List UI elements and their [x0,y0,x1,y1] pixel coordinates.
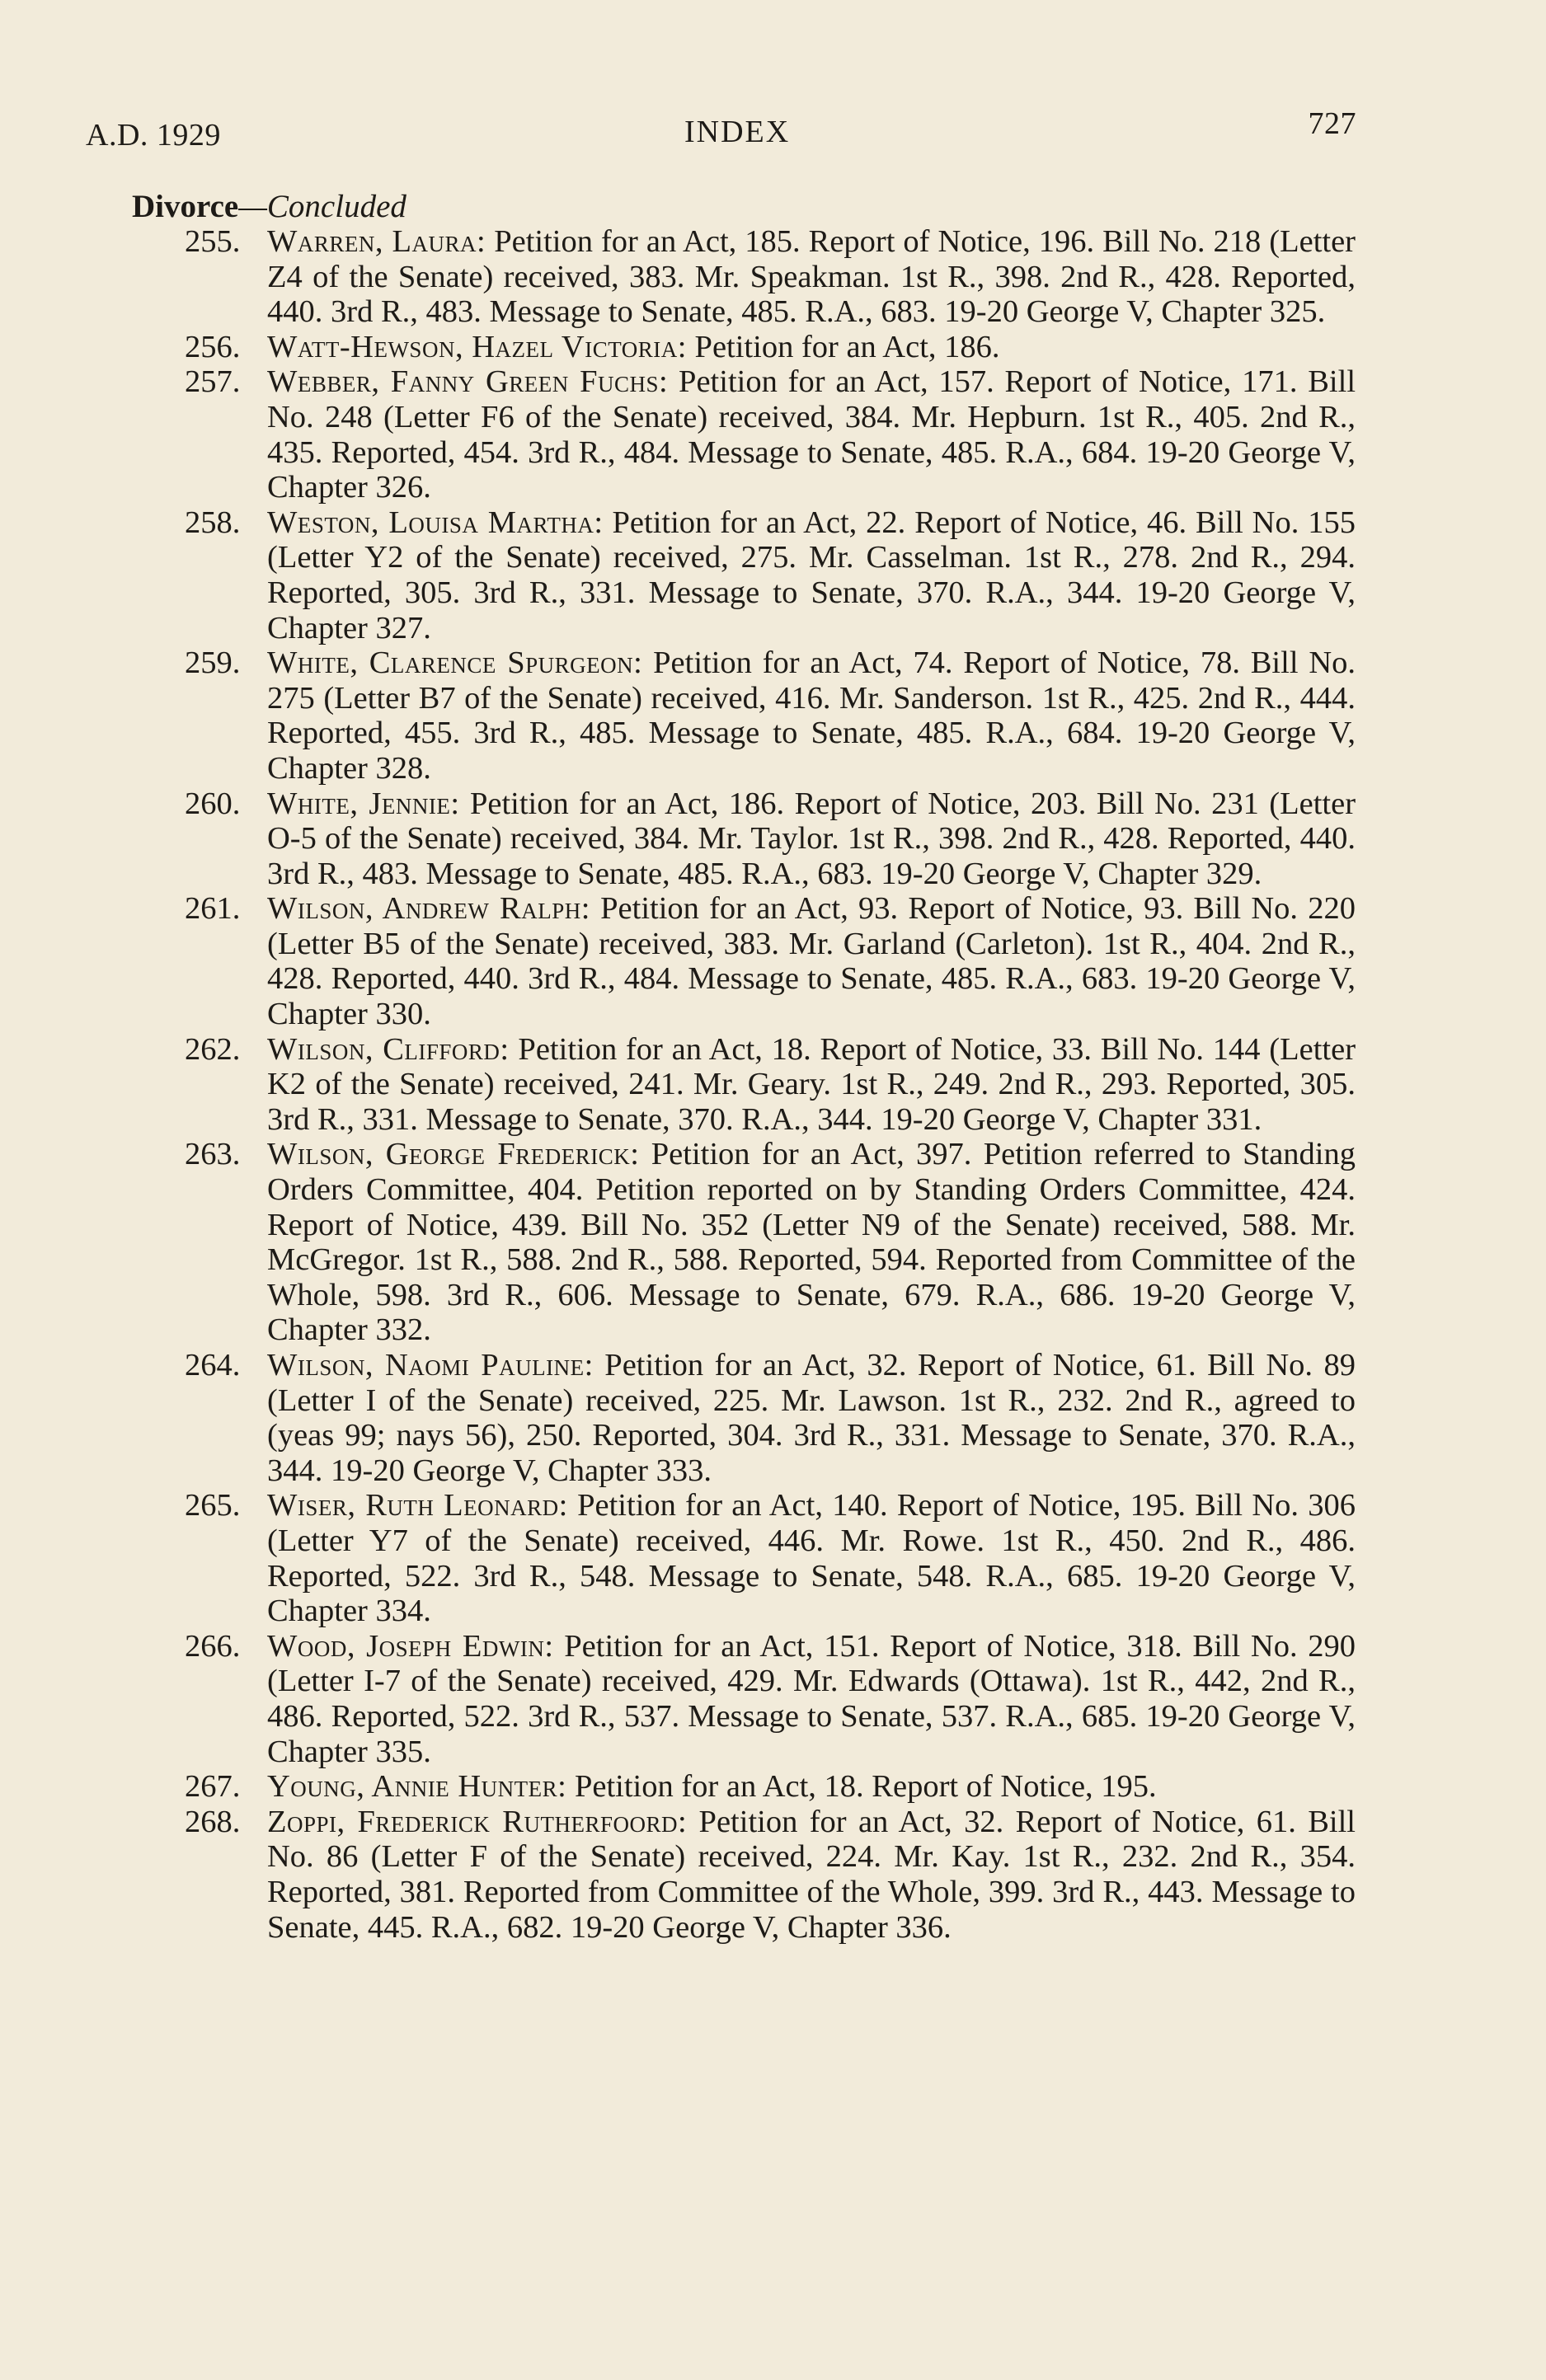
entry-number: 258. [185,505,241,540]
index-entry [185,1137,1356,1348]
entry-text: Petition for an Act, 186. [694,329,1000,364]
section-subtitle: —Concluded [238,189,406,224]
section-heading [132,188,406,225]
entry-number: 260. [185,786,241,821]
index-entry [185,1032,1356,1138]
entry-number: 268. [185,1804,241,1839]
index-entry [185,786,1356,892]
entry-number: 255. [185,224,241,259]
page-number: 727 [1308,106,1356,141]
entry-name: Wiser, Ruth Leonard: [267,1488,568,1523]
entry-name: Weston, Louisa Martha: [267,505,604,540]
entry-name: Zoppi, Frederick Rutherfoord: [267,1804,688,1839]
entry-text: Petition for an Act, 93. Report of Notice, 93. Bill No. 220 (Letter B5 of the Senate) received, 383. Mr. Garland (Carleton). 1st R., 404. 2nd R., 428. Reported, 440. 3rd R., 484. Message to Senate, 485. R.A., 683. 19-20 George V, Chapter 330. [267,891,1356,1032]
entry-text: Petition for an Act, 157. Report of Notice, 171. Bill No. 248 (Letter F6 of the Senate) received, 384. Mr. Hepburn. 1st R., 405. 2nd R., 435. Reported, 454. 3rd R., 484. Message to Senate, 485. R.A., 684. 19-20 George V, Chapter 326. [267,364,1356,505]
entry-text: Petition for an Act, 74. Report of Notice, 78. Bill No. 275 (Letter B7 of the Senate) received, 416. Mr. Sanderson. 1st R., 425. 2nd R., 444. Reported, 455. 3rd R., 485. Message to Senate, 485. R.A., 684. 19-20 George V, Chapter 328. [267,645,1356,786]
index-entries [185,224,1356,1945]
entry-text: Petition for an Act, 32. Report of Notice, 61. Bill No. 89 (Letter I of the Senate) received, 225. Mr. Lawson. 1st R., 232. 2nd R., agreed to (yeas 99; nays 56), 250. Reported, 304. 3rd R., 331. Message to Senate, 370. R.A., 344. 19-20 George V, Chapter 333. [267,1348,1356,1488]
entry-text: Petition for an Act, 18. Report of Notice, 195. [574,1769,1157,1805]
entry-name: White, Clarence Spurgeon: [267,645,643,681]
entry-text: Petition for an Act, 32. Report of Notice, 61. Bill No. 86 (Letter F of the Senate) received, 224. Mr. Kay. 1st R., 232. 2nd R., 354. Reported, 381. Reported from Committee of the Whole, 399. 3rd R., 443. Message to Senate, 445. R.A., 682. 19-20 George V, Chapter 336. [267,1804,1356,1945]
index-entry [185,364,1356,505]
entry-name: Watt-Hewson, Hazel Victoria: [267,329,687,364]
entry-number: 263. [185,1137,241,1172]
index-entry [185,1805,1356,1945]
entry-text: Petition for an Act, 22. Report of Notice, 46. Bill No. 155 (Letter Y2 of the Senate) received, 275. Mr. Casselman. 1st R., 278. 2nd R., 294. Reported, 305. 3rd R., 331. Message to Senate, 370. R.A., 344. 19-20 George V, Chapter 327. [267,505,1356,645]
entry-number: 262. [185,1031,241,1067]
entry-name: Warren, Laura: [267,224,486,259]
entry-number: 265. [185,1488,241,1523]
index-entry [185,1348,1356,1488]
entry-text: Petition for an Act, 140. Report of Notice, 195. Bill No. 306 (Letter Y7 of the Senate) received, 446. Mr. Rowe. 1st R., 450. 2nd R., 486. Reported, 522. 3rd R., 548. Message to Senate, 548. R.A., 685. 19-20 George V, Chapter 334. [267,1488,1356,1629]
entry-text: Petition for an Act, 186. Report of Notice, 203. Bill No. 231 (Letter O-5 of the Senate) received, 384. Mr. Taylor. 1st R., 398. 2nd R., 428. Reported, 440. 3rd R., 483. Message to Senate, 485. R.A., 683. 19-20 George V, Chapter 329. [267,786,1356,891]
index-entry [185,330,1356,365]
entry-number: 264. [185,1348,241,1382]
entry-name: Wilson, Clifford: [267,1031,510,1067]
index-entry [185,645,1356,786]
entry-number: 256. [185,329,241,364]
page-header [86,106,1356,155]
entry-text: Petition for an Act, 18. Report of Notice, 33. Bill No. 144 (Letter K2 of the Senate) received, 241. Mr. Geary. 1st R., 249. 2nd R., 293. Reported, 305. 3rd R., 331. Message to Senate, 370. R.A., 344. 19-20 George V, Chapter 331. [267,1031,1356,1137]
entry-name: Wilson, George Frederick: [267,1137,640,1172]
index-entry [185,224,1356,330]
entry-number: 257. [185,364,241,400]
entry-text: Petition for an Act, 185. Report of Notice, 196. Bill No. 218 (Letter Z4 of the Senate) received, 383. Mr. Speakman. 1st R., 398. 2nd R., 428. Reported, 440. 3rd R., 483. Message to Senate, 485. R.A., 683. 19-20 George V, Chapter 325. [267,224,1356,330]
section-title: Divorce [132,189,239,224]
entry-text: Petition for an Act, 397. Petition referred to Standing Orders Committee, 404. Petition reported on by Standing Orders Committee, 424. Report of Notice, 439. Bill No. 352 (Letter N9 of the Senate) received, 588. Mr. McGregor. 1st R., 588. 2nd R., 588. Reported, 594. Reported from Committee of the Whole, 598. 3rd R., 606. Message to Senate, 679. R.A., 686. 19-20 George V, Chapter 332. [267,1137,1356,1348]
entry-name: Wood, Joseph Edwin: [267,1628,554,1664]
entry-name: Wilson, Naomi Pauline: [267,1348,594,1382]
index-entry [185,891,1356,1031]
entry-number: 259. [185,645,241,681]
index-entry [185,505,1356,645]
header-year: A.D. 1929 [86,118,221,153]
entry-name: Wilson, Andrew Ralph: [267,891,590,927]
entry-number: 267. [185,1769,241,1805]
index-entry [185,1769,1356,1805]
entry-name: Young, Annie Hunter: [267,1769,567,1805]
index-entry [185,1488,1356,1628]
entry-text: Petition for an Act, 151. Report of Notice, 318. Bill No. 290 (Letter I-7 of the Senate) received, 429. Mr. Edwards (Ottawa). 1st R., 442, 2nd R., 486. Reported, 522. 3rd R., 537. Message to Senate, 537. R.A., 685. 19-20 George V, Chapter 335. [267,1628,1356,1769]
entry-name: White, Jennie: [267,786,460,821]
entry-number: 266. [185,1628,241,1664]
entry-number: 261. [185,891,241,927]
header-title: INDEX [684,115,791,149]
index-entry [185,1629,1356,1769]
entry-name: Webber, Fanny Green Fuchs: [267,364,669,400]
